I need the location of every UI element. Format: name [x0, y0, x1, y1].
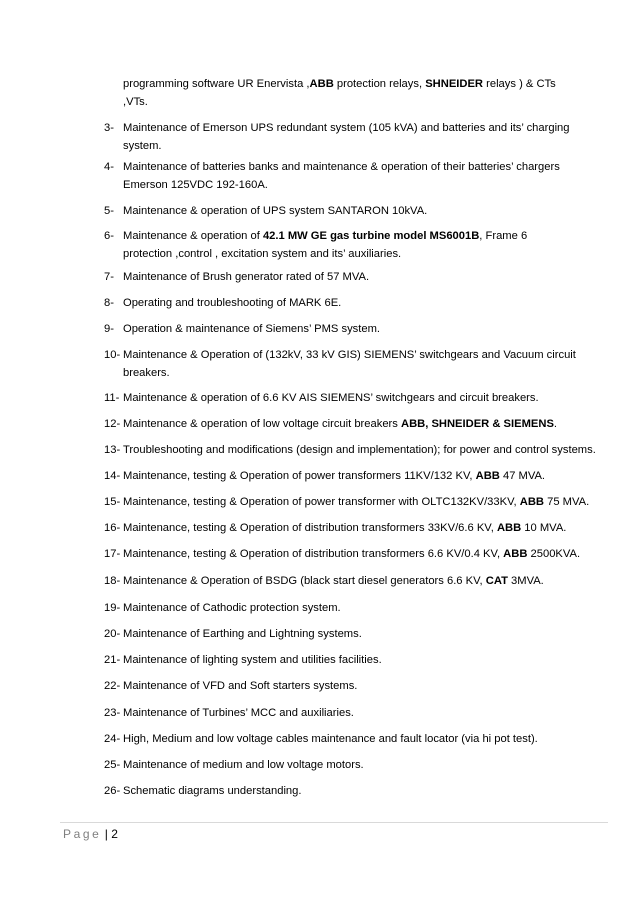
item-text: . — [553, 418, 558, 430]
item-text: 3MVA. — [507, 575, 544, 587]
list-item — [104, 202, 634, 220]
item-text-continued: protection ,control , excitation system and its’ auxiliaries. — [123, 248, 402, 260]
item-number: 5- — [104, 205, 114, 217]
list-item — [104, 545, 634, 563]
item-text: Maintenance & operation of 6.6 KV AIS SIEMENS’ switchgears and circuit breakers. — [123, 392, 539, 404]
item-text: , Frame 6 — [479, 230, 528, 242]
item-text: Maintenance of medium and low voltage motors. — [123, 759, 364, 771]
list-item — [104, 268, 634, 286]
list-item — [104, 346, 634, 382]
item-number: 22- — [104, 680, 121, 692]
item-number: 24- — [104, 733, 121, 745]
item-text: Maintenance of Emerson UPS redundant system (105 kVA) and batteries and its’ charging — [123, 122, 570, 134]
list-item — [104, 320, 634, 338]
item-text: Operating and troubleshooting of MARK 6E. — [123, 297, 342, 309]
item-text-continued: Emerson 125VDC 192-160A. — [123, 179, 268, 191]
item-text-bold: 42.1 MW GE gas turbine model MS6001B — [262, 230, 480, 242]
list-item — [104, 677, 634, 695]
item-text-continued: system. — [123, 140, 162, 152]
list-item — [104, 441, 634, 459]
item-text: Operation & maintenance of Siemens’ PMS system. — [123, 323, 381, 335]
item-text: Troubleshooting and modifications (design and implementation); for power and control systems. — [123, 444, 596, 456]
item-text-bold: ABB, SHNEIDER & SIEMENS — [400, 418, 554, 430]
item-text: Maintenance, testing & Operation of distribution transformers 6.6 KV/0.4 KV, — [123, 548, 504, 560]
footer-divider — [60, 822, 608, 823]
item-number: 6- — [104, 230, 114, 242]
item-text: Maintenance of VFD and Soft starters systems. — [123, 680, 358, 692]
list-item — [104, 625, 634, 643]
item-text-bold: ABB — [503, 548, 528, 560]
item-number: 19- — [104, 602, 121, 614]
list-item — [104, 730, 634, 748]
intro-line-2: ,VTs. — [123, 96, 148, 108]
page-label: Page — [63, 827, 102, 841]
item-text: 75 MVA. — [544, 496, 590, 508]
item-text: 2500KVA. — [527, 548, 581, 560]
item-text: High, Medium and low voltage cables maintenance and fault locator (via hi pot test). — [123, 733, 538, 745]
item-number: 23- — [104, 707, 121, 719]
item-text: Maintenance of Brush generator rated of 57 MVA. — [123, 271, 370, 283]
item-number: 18- — [104, 575, 121, 587]
item-text: Maintenance, testing & Operation of power transformer with OLTC132KV/33KV, — [123, 496, 520, 508]
item-text-bold: ABB — [496, 522, 522, 534]
item-text: Maintenance of batteries banks and maintenance & operation of their batteries’ chargers — [123, 161, 560, 173]
item-text-continued: breakers. — [123, 367, 170, 379]
item-number: 12- — [104, 418, 121, 430]
item-number: 11- — [104, 392, 120, 404]
list-item — [104, 651, 634, 669]
item-text: 10 MVA. — [521, 522, 567, 534]
list-item — [104, 782, 634, 800]
item-text: Maintenance, testing & Operation of distribution transformers 33KV/6.6 KV, — [123, 522, 497, 534]
page-footer — [63, 826, 118, 842]
item-number: 26- — [104, 785, 121, 797]
item-number: 17- — [104, 548, 121, 560]
item-text: Maintenance of lighting system and utilities facilities. — [123, 654, 382, 666]
item-number: 20- — [104, 628, 121, 640]
list-item — [104, 704, 634, 722]
item-text: Maintenance, testing & Operation of power transformers 11KV/132 KV, — [123, 470, 476, 482]
item-text: 47 MVA. — [499, 470, 546, 482]
list-item — [104, 493, 634, 511]
item-number: 7- — [104, 271, 114, 283]
list-item — [104, 389, 634, 407]
item-number: 9- — [104, 323, 114, 335]
list-item — [104, 467, 634, 485]
item-text: Maintenance & operation of UPS system SANTARON 10kVA. — [123, 205, 428, 217]
list-item — [104, 599, 634, 617]
item-text: Maintenance of Earthing and Lightning systems. — [123, 628, 362, 640]
item-text-bold: ABB — [519, 496, 544, 508]
list-item — [104, 756, 634, 774]
item-number: 16- — [104, 522, 121, 534]
list-item — [104, 572, 634, 590]
item-text: Schematic diagrams understanding. — [123, 785, 302, 797]
item-text-bold: CAT — [485, 575, 508, 587]
item-text: Maintenance & Operation of BSDG (black start diesel generators 6.6 KV, — [123, 575, 486, 587]
list-item — [104, 519, 634, 537]
item-number: 8- — [104, 297, 114, 309]
item-number: 21- — [104, 654, 121, 666]
item-text: Maintenance & operation of low voltage circuit breakers — [123, 418, 401, 430]
item-number: 15- — [104, 496, 121, 508]
item-text-bold: ABB — [475, 470, 500, 482]
list-item — [104, 227, 634, 263]
page-number: 2 — [111, 827, 118, 841]
item-number: 13- — [104, 444, 121, 456]
item-number: 10- — [104, 349, 121, 361]
item-text: Maintenance & operation of — [123, 230, 263, 242]
list-item — [104, 119, 634, 155]
list-item — [104, 415, 634, 433]
intro-line-1: programming software UR Enervista ,ABB protection relays, SHNEIDER relays ) & CTs — [123, 78, 556, 90]
item-number: 4- — [104, 161, 114, 173]
list-item — [104, 158, 634, 194]
item-text: Maintenance of Cathodic protection system. — [123, 602, 341, 614]
intro-continuation — [123, 75, 603, 111]
item-text: Maintenance of Turbines’ MCC and auxiliaries. — [123, 707, 354, 719]
item-number: 25- — [104, 759, 121, 771]
item-number: 3- — [104, 122, 114, 134]
list-item — [104, 294, 634, 312]
item-number: 14- — [104, 470, 121, 482]
page-separator: | — [104, 827, 108, 841]
item-text: Maintenance & Operation of (132kV, 33 kV GIS) SIEMENS’ switchgears and Vacuum circuit — [123, 349, 576, 361]
